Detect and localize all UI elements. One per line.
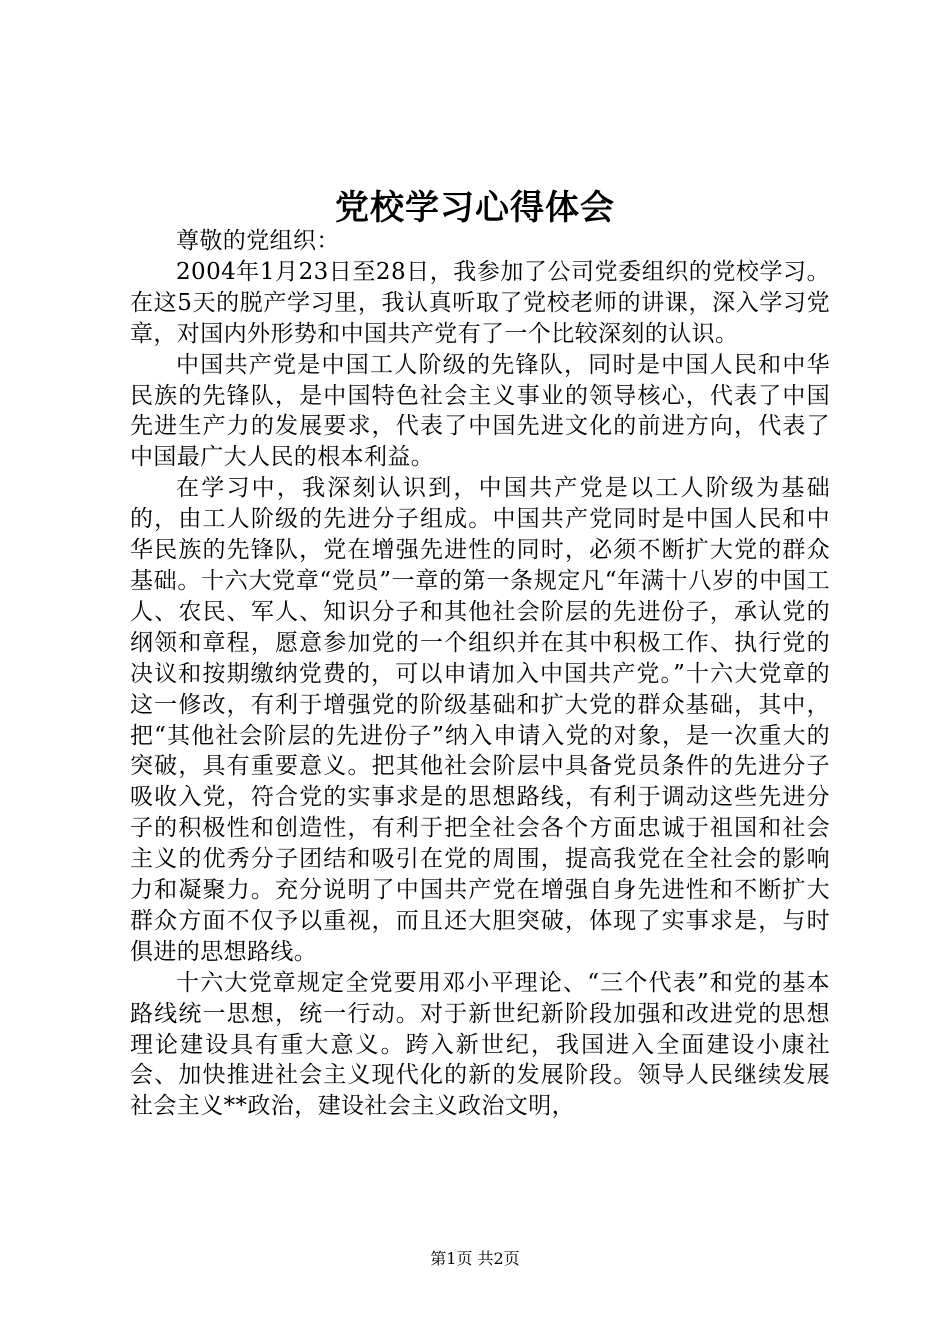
salutation: 尊敬的党组织： <box>176 228 340 254</box>
document-title: 党校学习心得体会 <box>335 188 615 228</box>
page-number-footer: 第1页 共2页 <box>430 1249 520 1268</box>
paragraph-4: 十六大党章规定全党要用邓小平理论、“三个代表”和党的基本路线统一思想，统一行动。对于新世纪新阶段加强和改进党的思想理论建设具有重大意义。跨入新世纪，我国进入全面建设小康社会、加快推进社会主义现代化的新的发展阶段。领导人民继续发展社会主义**政治，建设社会主义政治文明， <box>130 969 830 1120</box>
paragraph-1: 2004年1月23日至28日，我参加了公司党委组织的党校学习。在这5天的脱产学习里，我认真听取了党校老师的讲课，深入学习党章，对国内外形势和中国共产党有了一个比较深刻的认识。 <box>130 258 830 347</box>
paragraph-3: 在学习中，我深刻认识到，中国共产党是以工人阶级为基础的，由工人阶级的先进分子组成。中国共产党同时是中国人民和中华民族的先锋队，党在增强先进性的同时，必须不断扩大党的群众基础。十六大党章“党员”一章的第一条规定凡“年满十八岁的中国工人、农民、军人、知识分子和其他社会阶层的先进份子，承认党的纲领和章程，愿意参加党的一个组织并在其中积极工作、执行党的决议和按期缴纳党费的，可以申请加入中国共产党。”十六大党章的这一修改，有利于增强党的阶级基础和扩大党的群众基础，其中，把“其他社会阶层的先进份子”纳入申请入党的对象，是一次重大的突破，具有重要意义。把其他社会阶层中具备党员条件的先进分子吸收入党，符合党的实事求是的思想路线，有利于调动这些先进分子的积极性和创造性，有利于把全社会各个方面忠诚于祖国和社会主义的优秀分子团结和吸引在党的周围，提高我党在全社会的影响力和凝聚力。充分说明了中国共产党在增强自身先进性和不断扩大群众方面不仅予以重视，而且还大胆突破，体现了实事求是，与时俱进的思想路线。 <box>130 475 830 965</box>
paragraph-2: 中国共产党是中国工人阶级的先锋队，同时是中国人民和中华民族的先锋队，是中国特色社会主义事业的领导核心，代表了中国先进生产力的发展要求，代表了中国先进文化的前进方向，代表了中国最广大人民的根本利益。 <box>130 351 830 471</box>
document-body <box>130 226 830 1122</box>
